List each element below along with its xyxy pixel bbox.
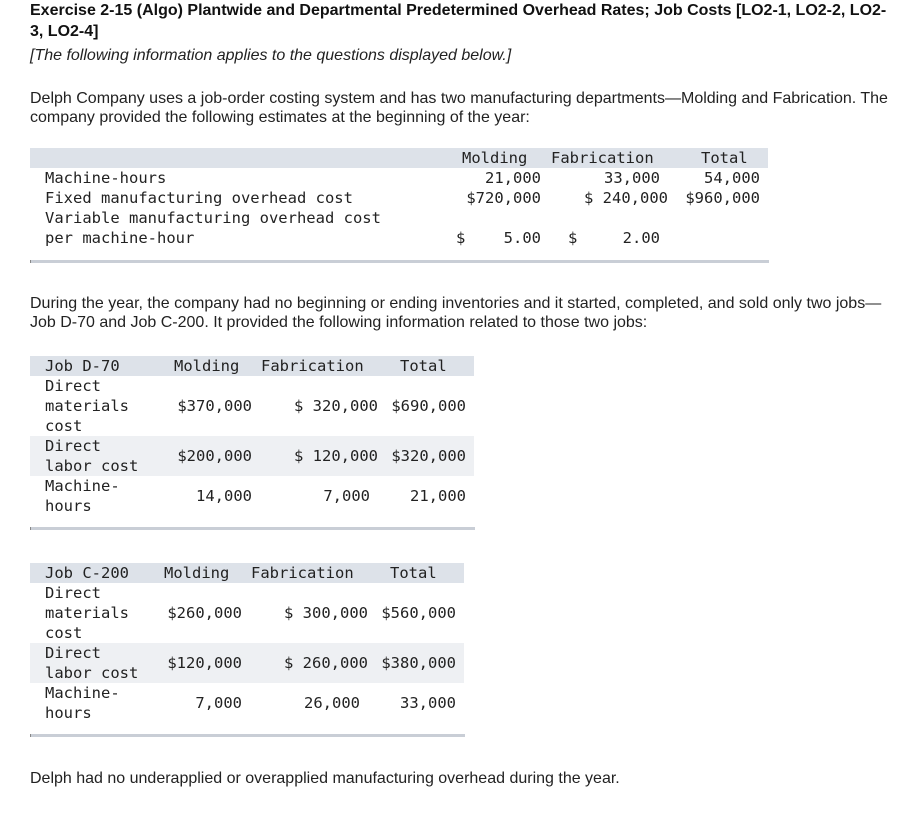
intro-paragraph: Delph Company uses a job-order costing system and has two manufacturing departments—Molding and Fabrication. The company provided the following estimates at the beginning of the year: [30,90,888,126]
footer-paragraph: Delph had no underapplied or overapplied manufacturing overhead during the year. [30,770,620,787]
c200-dm-molding: $260,000 [167,604,242,622]
c200-header-fabrication: Fabrication [251,564,354,582]
c200-job-label: Job C-200 [45,564,129,582]
exercise-title: Exercise 2-15 (Algo) Plantwide and Departmental Predetermined Overhead Rates; Job Costs [LO2-1, LO2-2, LO2-3, LO2-4] [30,2,887,40]
info-note: [The following information applies to the questions displayed below.] [30,47,512,64]
c200-dl-fabrication: $ 260,000 [284,654,368,672]
c200-dl-label-1: Direct [45,644,101,662]
row-label-variable-moh-2: per machine-hour [45,229,195,247]
est-header-total: Total [701,149,748,167]
d70-dl-molding: $200,000 [177,447,252,465]
c200-mh-fabrication: 26,000 [304,694,360,712]
d70-dl-total: $320,000 [391,447,466,465]
estimates-table-divider [30,260,769,263]
est-mh-total: 54,000 [704,169,760,187]
d70-dl-label-1: Direct [45,437,101,455]
est-var-fabrication-sign: $ [568,229,578,247]
d70-dm-total: $690,000 [391,397,466,415]
est-mh-fabrication: 33,000 [604,169,660,187]
c200-header-molding: Molding [164,564,230,582]
d70-dm-label-3: cost [45,417,83,435]
est-fixed-fabrication: $ 240,000 [584,189,668,207]
c200-mh-total: 33,000 [400,694,456,712]
est-mh-molding: 21,000 [485,169,541,187]
est-var-molding-sign: $ [456,229,466,247]
d70-dm-fabrication: $ 320,000 [294,397,378,415]
estimates-table [30,148,768,252]
est-var-molding: 5.00 [503,229,541,247]
row-label-machine-hours: Machine-hours [45,169,167,187]
job-d70-table [30,356,474,518]
d70-mh-total: 21,000 [410,487,466,505]
row-label-variable-moh: Variable manufacturing overhead cost [45,209,381,227]
c200-dm-label-2: materials [45,604,129,622]
d70-dm-molding: $370,000 [177,397,252,415]
job-d70-divider [30,527,475,530]
d70-mh-molding: 14,000 [196,487,252,505]
c200-dm-fabrication: $ 300,000 [284,604,368,622]
d70-job-label: Job D-70 [45,357,120,375]
c200-mh-label-2: hours [45,704,92,722]
d70-mh-label-2: hours [45,497,92,515]
c200-dm-total: $560,000 [381,604,456,622]
c200-dl-total: $380,000 [381,654,456,672]
c200-dl-label-2: labor cost [45,664,139,682]
d70-mh-label-1: Machine- [45,477,120,495]
job-c200-divider [30,734,465,737]
row-label-fixed-moh: Fixed manufacturing overhead cost [45,189,353,207]
d70-header-molding: Molding [174,357,240,375]
est-fixed-molding: $720,000 [466,189,541,207]
est-fixed-total: $960,000 [685,189,760,207]
c200-mh-molding: 7,000 [195,694,242,712]
c200-dm-label-1: Direct [45,584,101,602]
c200-dm-label-3: cost [45,624,83,642]
d70-dl-fabrication: $ 120,000 [294,447,378,465]
c200-header-total: Total [390,564,437,582]
d70-dl-label-2: labor cost [45,457,139,475]
c200-mh-label-1: Machine- [45,684,120,702]
d70-mh-fabrication: 7,000 [323,487,370,505]
c200-dl-molding: $120,000 [167,654,242,672]
d70-dm-label-1: Direct [45,377,101,395]
job-c200-table [30,563,464,725]
middle-paragraph: During the year, the company had no beginning or ending inventories and it started, completed, and sold only two jobs—Job D-70 and Job C-200. It provided the following information related to those two jobs: [30,295,882,331]
d70-header-fabrication: Fabrication [261,357,364,375]
est-var-fabrication: 2.00 [622,229,660,247]
est-header-fabrication: Fabrication [551,149,654,167]
est-header-molding: Molding [462,149,528,167]
d70-header-total: Total [400,357,447,375]
d70-dm-label-2: materials [45,397,129,415]
